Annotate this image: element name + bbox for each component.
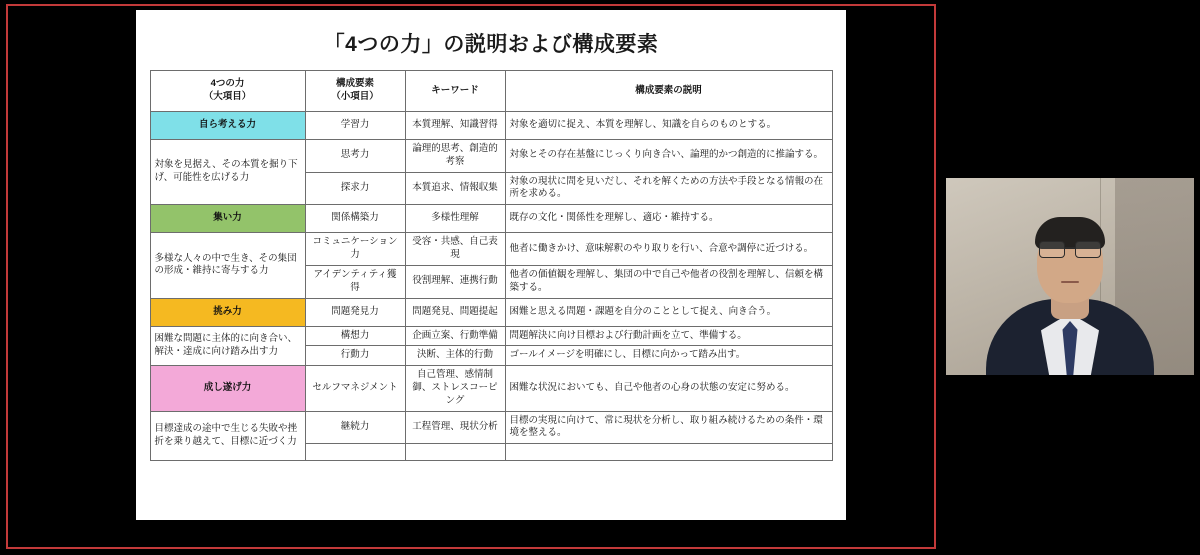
element-keyword: 多様性理解 bbox=[405, 205, 505, 233]
header-cell-explanation: 構成要素の説明 bbox=[505, 71, 832, 112]
element-name: 思考力 bbox=[305, 140, 405, 173]
element-keyword: 論理的思考、創造的考察 bbox=[405, 140, 505, 173]
participant-video-tile[interactable] bbox=[946, 178, 1194, 375]
header-cell-element bbox=[305, 71, 405, 112]
table-row bbox=[150, 112, 832, 140]
element-name: 行動力 bbox=[305, 346, 405, 366]
slide-title: 「4つの力」の説明および構成要素 bbox=[323, 33, 659, 56]
table-row bbox=[150, 233, 832, 266]
table-row bbox=[150, 205, 832, 233]
table-row bbox=[150, 366, 832, 411]
element-keyword: 問題発見、問題提起 bbox=[405, 298, 505, 326]
table-header-row bbox=[150, 71, 832, 112]
element-explanation: 対象とその存在基盤にじっくり向き合い、論理的かつ創造的に推論する。 bbox=[505, 140, 832, 173]
element-name: 学習力 bbox=[305, 112, 405, 140]
element-explanation: 問題解決に向け目標および行動計画を立て、準備する。 bbox=[505, 326, 832, 346]
element-keyword: 本質理解、知識習得 bbox=[405, 112, 505, 140]
shared-screen-frame[interactable] bbox=[6, 4, 936, 549]
header-category-line1: 4つの力 bbox=[210, 78, 245, 90]
element-keyword: 自己管理、感情制御、ストレスコーピング bbox=[405, 366, 505, 411]
header-element-line1: 構成要素 bbox=[335, 78, 374, 90]
element-keyword: 決断、主体的行動 bbox=[405, 346, 505, 366]
element-explanation: 既存の文化・関係性を理解し、適応・維持する。 bbox=[505, 205, 832, 233]
element-explanation-clipped bbox=[505, 444, 832, 461]
table-row bbox=[150, 326, 832, 346]
table-row bbox=[150, 140, 832, 173]
element-explanation: 他者の価値観を理解し、集団の中で自己や他者の役割を理解し、信頼を構築する。 bbox=[505, 265, 832, 298]
element-keyword: 受容・共感、自己表現 bbox=[405, 233, 505, 266]
element-name: 継続力 bbox=[305, 411, 405, 444]
element-name: セルフマネジメント bbox=[305, 366, 405, 411]
element-keyword: 企画立案、行動準備 bbox=[405, 326, 505, 346]
group-name-4: 成し遂げ力 bbox=[150, 366, 305, 411]
element-keyword: 役割理解、連携行動 bbox=[405, 265, 505, 298]
element-name: 構想力 bbox=[305, 326, 405, 346]
group-description-3: 困難な問題に主体的に向き合い、解決・達成に向け踏み出す力 bbox=[150, 326, 305, 366]
group-name-3: 挑み力 bbox=[150, 298, 305, 326]
element-explanation: 困難と思える問題・課題を自分のこととして捉え、向き合う。 bbox=[505, 298, 832, 326]
group-description-4: 目標達成の途中で生じる失敗や挫折を乗り越えて、目標に近づく力 bbox=[150, 411, 305, 461]
table-row bbox=[150, 411, 832, 444]
header-element-line2: （小項目） bbox=[331, 91, 379, 102]
header-cell-category bbox=[150, 71, 305, 112]
glasses-icon bbox=[1039, 241, 1101, 257]
header-category-line2: （大項目） bbox=[203, 91, 252, 102]
table-row bbox=[150, 298, 832, 326]
element-explanation: 目標の実現に向けて、常に現状を分析し、取り組み続けるための条件・環境を整える。 bbox=[505, 411, 832, 444]
participant-mouth bbox=[1061, 281, 1079, 283]
element-keyword: 本質追求、情報収集 bbox=[405, 172, 505, 205]
element-explanation: 対象を適切に捉え、本質を理解し、知識を自らのものとする。 bbox=[505, 112, 832, 140]
group-name-1: 自ら考える力 bbox=[150, 112, 305, 140]
presentation-slide bbox=[136, 10, 846, 520]
group-description-2: 多様な人々の中で生き、その集団の形成・維持に寄与する力 bbox=[150, 233, 305, 298]
element-name: アイデンティティ獲得 bbox=[305, 265, 405, 298]
element-explanation: 困難な状況においても、自己や他者の心身の状態の安定に努める。 bbox=[505, 366, 832, 411]
element-name-clipped bbox=[305, 444, 405, 461]
header-cell-keyword: キーワード bbox=[405, 71, 505, 112]
element-keyword: 工程管理、現状分析 bbox=[405, 411, 505, 444]
element-name: 探求力 bbox=[305, 172, 405, 205]
element-name: コミュニケーション力 bbox=[305, 233, 405, 266]
element-explanation: ゴールイメージを明確にし、目標に向かって踏み出す。 bbox=[505, 346, 832, 366]
element-explanation: 他者に働きかけ、意味解釈のやり取りを行い、合意や調停に近づける。 bbox=[505, 233, 832, 266]
element-explanation: 対象の現状に問を見いだし、それを解くための方法や手段となる情報の在所を求める。 bbox=[505, 172, 832, 205]
element-name: 関係構築力 bbox=[305, 205, 405, 233]
four-powers-table bbox=[150, 70, 833, 461]
element-keyword-clipped bbox=[405, 444, 505, 461]
group-name-2: 集い力 bbox=[150, 205, 305, 233]
group-description-1: 対象を見据え、その本質を掘り下げ、可能性を広げる力 bbox=[150, 140, 305, 205]
element-name: 問題発見力 bbox=[305, 298, 405, 326]
